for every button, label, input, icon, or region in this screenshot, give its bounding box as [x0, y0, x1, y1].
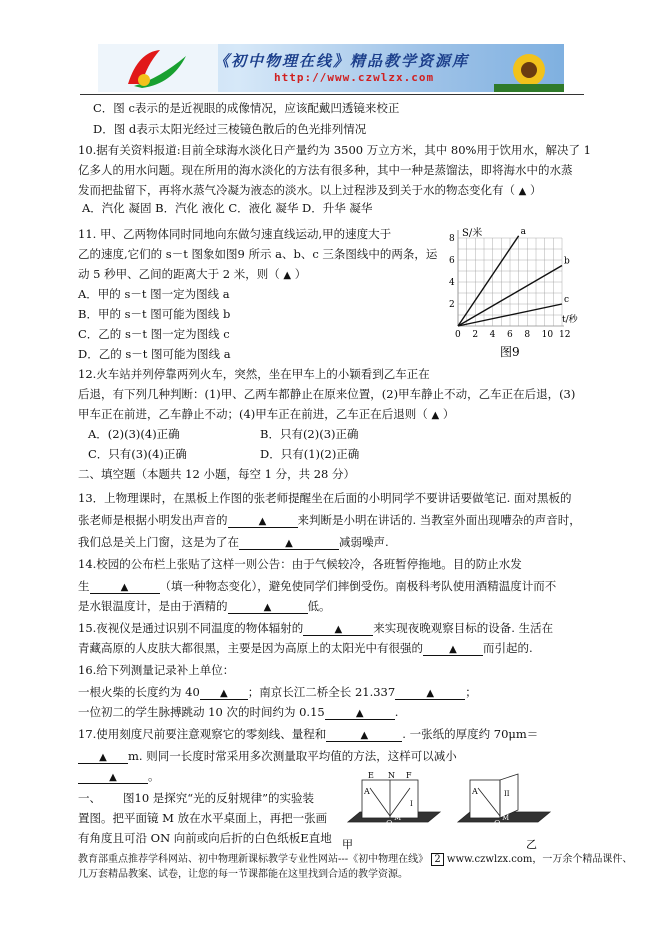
header-banner — [98, 44, 564, 92]
q13-text-d: 减弱噪声. — [339, 535, 389, 549]
sunflower-image — [494, 44, 564, 92]
q13-line1: 13．上物理课时，在黑板上作图的张老师提醒坐在后面的小明同学不要讲话要做笔记. 面对黑板的 — [78, 491, 572, 505]
q16-line2 — [78, 684, 477, 700]
fill-blank[interactable] — [90, 579, 160, 594]
q14-line1: 14.校园的公布栏上张贴了这样一则公告：由于气候较冷，各班暂停拖地。目的防止水发 — [78, 557, 522, 571]
graph-caption: 图9 — [500, 345, 520, 359]
letter-i: I — [410, 800, 413, 808]
x-tick-label: 0 — [455, 330, 461, 340]
q12-line2: 后退，有下列几种判断：(1)甲、乙两车都静止在原来位置，(2)甲车静止不动，乙车正在后退，(3) — [78, 387, 576, 401]
letter-a: A — [472, 787, 478, 796]
x-tick-label: 4 — [489, 330, 496, 340]
letter-a: A — [364, 787, 370, 796]
banner-url[interactable]: http://www.czwlzx.com — [274, 71, 435, 84]
label-yi: 乙 — [526, 838, 537, 851]
q12-option-b: B．只有(2)(3)正确 — [260, 427, 359, 441]
graph-xlabel: t/秒 — [562, 315, 578, 325]
q10-line2: 亿多人的用水问题。现在所用的海水淡化的方法有很多种，其中一种是蒸馏法，即将海水中的水蒸 — [78, 163, 573, 177]
q17-line3 — [78, 768, 160, 784]
fill-blank[interactable] — [228, 513, 298, 528]
fill-blank[interactable] — [239, 535, 339, 550]
q12-line1: 12.火车站并列停靠两列火车，突然，坐在甲车上的小颖看到乙车正在 — [78, 367, 430, 381]
page-footer — [78, 852, 633, 882]
fill-blank[interactable] — [395, 685, 465, 700]
q17-text-b: . 一张纸的厚度约 70μm＝ — [402, 727, 539, 741]
q13-text-a: 张老师是根据小明发出声音的 — [78, 513, 228, 527]
q13-line2 — [78, 512, 581, 528]
q15-text-b: 来实现夜晚观察目标的设备. 生活在 — [373, 621, 554, 635]
q10-line3 — [78, 182, 542, 198]
q12-option-d: D．只有(1)(2)正确 — [260, 447, 360, 461]
answer-mark: ▲ — [355, 708, 364, 719]
y-tick-label: 4 — [449, 278, 455, 288]
fill-blank[interactable] — [325, 705, 395, 720]
option-d: D．图 d表示太阳光经过三棱镜色散后的色光排列情况 — [93, 122, 367, 136]
footer-url[interactable]: www.czwlzx.com，一万余个精品课件、 — [446, 854, 633, 865]
q14-text-a: 生 — [78, 579, 90, 593]
option-c: C．图 c表示的是近视眼的成像情况，应该配戴凹透镜来校正 — [93, 101, 400, 115]
fill-blank[interactable] — [78, 749, 128, 764]
footer-text-1: 教育部重点推荐学科网站、初中物理新课标教学专业性网站---《初中物理在线》 — [78, 854, 429, 865]
q14-text-b: （填一种物态变化），避免使同学们摔倒受伤。南极科考队使用酒精温度计而不 — [159, 579, 557, 593]
y-tick-label: 2 — [449, 300, 455, 310]
q14-text-c: 是水银温度计，是由于酒精的 — [78, 599, 228, 613]
q12-line3-text: 甲车正在前进，乙车静止不动；(4)甲车正在前进，乙车正在后退则（ — [78, 407, 428, 421]
q12-line3-end: ） — [442, 407, 455, 421]
q11-line3 — [78, 266, 306, 282]
answer-mark: ▲ — [263, 602, 272, 613]
q10-line1: 10.据有关资料报道:目前全球海水淡化日产量约为 3500 万立方米，其中 80%用于饮用水，解决了 1 — [78, 143, 591, 157]
answer-mark: ▲ — [99, 752, 107, 763]
answer-mark: ▲ — [360, 730, 369, 741]
q15-line2 — [78, 640, 533, 656]
answer-mark: ▲ — [219, 688, 228, 699]
q13-text-b: 来判断是小明在讲话的. 当教室外面出现嘈杂的声音时， — [297, 513, 581, 527]
logo-yellow-dot — [138, 74, 150, 86]
section-2-heading: 二、填空题（本题共 12 小题，每空 1 分，共 28 分） — [78, 467, 356, 481]
q18-line2: 置图。把平面镜 M 放在水平桌面上，再把一张画 — [78, 811, 328, 825]
q16-line1: 16.给下列测量记录补上单位： — [78, 663, 235, 677]
q12-option-c: C．只有(3)(4)正确 — [88, 447, 187, 461]
graph-line-label: c — [564, 295, 570, 305]
q10-options: A．汽化 凝固 B．汽化 液化 C．液化 凝华 D．升华 凝华 — [82, 201, 373, 215]
q17-text-a: 17.使用刻度尺前要注意观察它的零刻线、量程和 — [78, 727, 327, 741]
x-tick-label: 10 — [541, 330, 554, 340]
letter-o: O — [386, 819, 393, 828]
q17-line1 — [78, 726, 538, 742]
fill-blank[interactable] — [228, 599, 308, 614]
x-tick-label: 8 — [524, 330, 531, 340]
q17-text-c: m. 则同一长度时常采用多次测量取平均值的方法，这样可以减小 — [128, 749, 457, 763]
graph-line-label: a — [520, 226, 527, 237]
figure-10-diagram — [340, 770, 570, 856]
q11-line2: 乙的速度,它们的 s－t 图象如图9 所示 a、b、c 三条图线中的两条，运 — [78, 247, 438, 261]
q13-text-c: 我们总是关上门窗，这是为了在 — [78, 535, 239, 549]
y-tick-label: 8 — [449, 234, 455, 244]
q16-text-d: 一位初二的学生脉搏跳动 10 次的时间约为 0.15 — [78, 705, 325, 719]
x-tick-label: 12 — [559, 330, 571, 340]
fill-blank[interactable] — [200, 685, 248, 700]
answer-mark: ▲ — [334, 624, 343, 635]
q11-option-c: C．乙的 s－t 图一定为图线 c — [78, 327, 230, 341]
answer-mark: ▲ — [518, 186, 527, 197]
q11-line3-end: ） — [294, 267, 307, 281]
q11-line1: 11. 甲、乙两物体同时同地向东做匀速直线运动,甲的速度大于 — [78, 227, 392, 241]
label-jia: 甲 — [342, 838, 353, 851]
fill-blank[interactable] — [78, 769, 148, 784]
footer-text-2: 几万套精品教案、试卷，让您的每一节课都能在这里找到合适的教学资源。 — [78, 869, 408, 880]
graph-line-a — [458, 236, 519, 326]
fill-blank[interactable] — [326, 727, 402, 742]
letter-m: M — [502, 814, 510, 822]
letter-e: E — [368, 771, 374, 780]
q10-line3-text: 发而把盐留下，再将水蒸气冷凝为液态的淡水。以上过程涉及到关于水的物态变化有（ — [78, 183, 515, 197]
q18-line1 — [78, 790, 314, 806]
answer-mark: ▲ — [283, 270, 292, 281]
answer-mark: ▲ — [431, 410, 440, 421]
figure-9-graph — [440, 222, 590, 362]
letter-ii: II — [504, 790, 510, 798]
header-rule — [80, 94, 584, 95]
letter-o: O — [494, 819, 501, 828]
answer-mark: ▲ — [120, 582, 129, 593]
graph-grid — [458, 230, 564, 326]
q11-option-d: D．乙的 s－t 图可能为图线 a — [78, 347, 231, 361]
q15-text-c: 青藏高原的人皮肤大都很黑，主要是因为高原上的太阳光中有很强的 — [78, 641, 423, 655]
answer-mark: ▲ — [258, 516, 267, 527]
q17-line2 — [78, 748, 457, 764]
fill-blank[interactable] — [303, 621, 373, 636]
q18-number: 一、 — [78, 791, 101, 805]
letter-n: N — [388, 771, 395, 780]
q14-line2 — [78, 578, 556, 594]
q13-line3 — [78, 534, 389, 550]
q11-line3-text: 动 5 秒甲、乙间的距离大于 2 米，则（ — [78, 267, 280, 281]
site-logo — [98, 44, 218, 92]
q16-text-c: ； — [465, 685, 477, 699]
q15-line1 — [78, 620, 553, 636]
answer-mark: ▲ — [285, 538, 293, 549]
q14-line3 — [78, 598, 331, 614]
q14-text-d: 低。 — [307, 599, 331, 613]
letter-f: F — [406, 771, 412, 780]
graph-line-label: b — [564, 256, 570, 267]
q18-text-a: 图10 是探究“光的反射规律”的实验装 — [123, 791, 315, 805]
fill-blank[interactable] — [423, 641, 483, 656]
q16-text-b: ；南京长江二桥全长 21.337 — [247, 685, 396, 699]
q12-option-a: A．(2)(3)(4)正确 — [88, 427, 180, 441]
answer-mark: ▲ — [109, 772, 117, 783]
x-tick-label: 2 — [472, 330, 479, 340]
answer-mark: ▲ — [449, 644, 457, 655]
q15-text-a: 15.夜视仪是通过识别不同温度的物体辐射的 — [78, 621, 304, 635]
q17-text-d: 。 — [148, 769, 160, 783]
q11-option-a: A．甲的 s－t 图一定为图线 a — [78, 287, 230, 301]
q16-text-e: . — [394, 705, 399, 719]
banner-title: 《初中物理在线》精品教学资源库 — [214, 52, 470, 70]
letter-m: M — [394, 814, 402, 822]
x-tick-label: 6 — [507, 330, 513, 340]
answer-mark: ▲ — [426, 688, 435, 699]
footer-page-number: 2 — [431, 853, 443, 866]
q16-line3 — [78, 704, 398, 720]
q10-line3-end: ） — [530, 183, 542, 197]
q18-line3: 有角度且可沿 ON 向前或向后折的白色纸板E直地 — [78, 831, 332, 845]
q15-text-d: 而引起的. — [483, 641, 533, 655]
q12-line3 — [78, 406, 454, 422]
y-tick-label: 6 — [449, 256, 455, 266]
q16-text-a: 一根火柴的长度约为 40 — [78, 685, 200, 699]
graph-ylabel: S/米 — [462, 228, 483, 239]
q11-option-b: B．甲的 s－t 图可能为图线 b — [78, 307, 231, 321]
